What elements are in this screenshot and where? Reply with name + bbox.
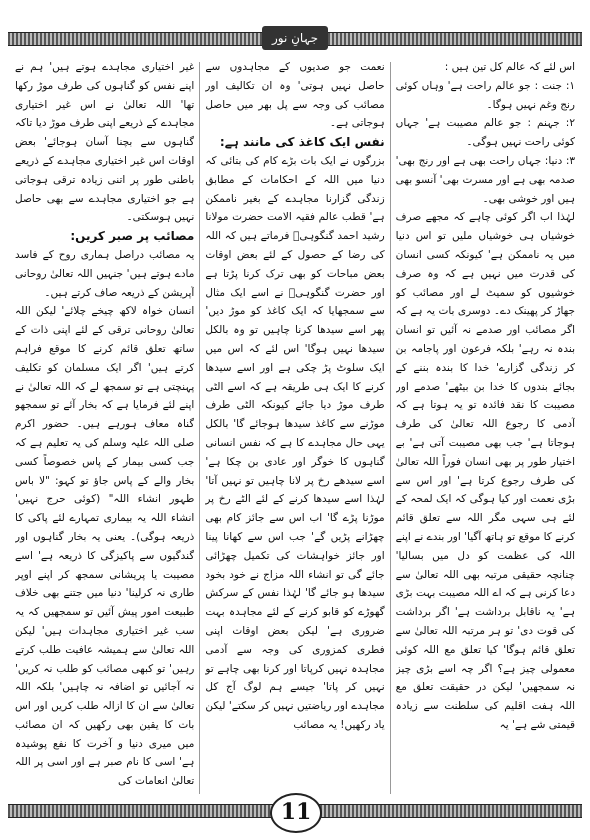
section-heading: مصائب پر صبر کریں: bbox=[70, 229, 195, 244]
section-heading: نفس ایک کاغذ کی مانند ہے: bbox=[219, 135, 385, 150]
paragraph: غیر اختیاری مجاہدے ہوتے ہیں' ہم نے اپنے نفس کو گناہوں کی طرف موڑ رکھا تھا' اللہ تعالیٰ نے اس غیر اختیاری مجاہدے کے ذریعے اپنی طرف موڑ دیا تاکہ گناہوں سے بچنا آسان ہوجائے' بعض اوقات اس غیر اختیاری مجاہدے کے ذریعے باطنی طور پر اتنی زیادہ ترقی ہوجاتی ہے جو اختیاری مجاہدے سے بھی حاصل نہیں ہوسکتی۔ bbox=[15, 61, 195, 224]
article-page bbox=[10, 58, 580, 798]
paragraph: ۲: جہنم : جو عالم مصیبت ہے' جہاں کوئی راحت نہیں ہوگی۔ bbox=[395, 117, 575, 149]
article-column-middle bbox=[205, 58, 384, 798]
paragraph: ۱: جنت : جو عالم راحت ہے' وہاں کوئی رنج وغم نہیں ہوگا۔ bbox=[395, 79, 575, 111]
column-divider bbox=[390, 62, 391, 794]
paragraph: بزرگوں نے ایک بات بڑے کام کی بتائی کہ دنیا میں اللہ کے احکامات کے مطابق زندگی گزارنا مجاہدے کے بغیر ناممکن ہے' قطب عالم فقیہ الامت حضرت مولانا رشید احمد گنگوہیؒ فرماتے ہیں کہ اللہ کی رضا کے حصول کے لئے بعض اوقات بعض مباحات کو بھی ترک کرنا پڑتا ہے اور حضرت گنگوہیؒ نے اسے ایک مثال سے سمجھایا کہ ایک کاغذ کو موڑ دیں' پھر اسے سیدھا کرنا چاہیں تو وہ بالکل سیدھا نہیں ہوگا' اس لئے کہ اس میں ایک سلوٹ پڑ چکی ہے اور اسے سیدھا کرنے کا ایک ہی طریقہ ہے کہ اسے الٹی طرف موڑ دیا جائے کیونکہ الٹی طرف موڑنے سے کاغذ سیدھا ہوجائے گا' بالکل یہی حال مجاہدے کا ہے کہ نفس انسانی گناہوں کا خوگر اور عادی بن چکا ہے' اسے سیدھے رخ پر لانا چاہیں تو نہیں آتا' لہٰذا اسے سیدھا کرنے کے لئے الٹے رخ پر موڑنا پڑے گا' اب اس سے جائز کام بھی چھڑانے پڑیں گے' جب اس سے کھانا پینا اور جائز خواہشات کی تکمیل چھڑائی جائے گی تو انشاء اللہ مزاج نے خود بخود سیدھا ہو جائے گا' لہٰذا نفس کے سرکش گھوڑے کو قابو کرنے کے لئے مجاہدہ بہت ضروری ہے' لیکن بعض اوقات اپنی فطری کمزوری کی وجہ سے آدمی مجاہدہ نہیں کرپاتا اور کرنا بھی چاہے تو نہیں کر پاتا' جیسے ہم لوگ آج کل مجاہدے اور ریاضتیں نہیں کر سکتے' لیکن یاد رکھیں! یہ مصائب bbox=[205, 154, 385, 731]
page-number: 11 bbox=[270, 793, 322, 833]
paragraph: ۳: دنیا: جہاں راحت بھی ہے اور رنج بھی' صدمہ بھی ہے اور مسرت بھی' آنسو بھی ہیں اور خوشی بھی۔ bbox=[395, 154, 575, 205]
magazine-logo: جہانِ نور bbox=[262, 26, 328, 50]
paragraph: نعمت جو صدیوں کے مجاہدوں سے حاصل نہیں ہوتی' وہ ان تکالیف اور مصائب کی وجہ سے پل بھر میں حاصل ہوجاتی ہے۔ bbox=[205, 61, 385, 130]
paragraph: انسان خواہ لاکھ چیخے چلائے' لیکن اللہ تعالیٰ روحانی ترقی کے لئے اپنی ذات کے ساتھ تعلق قائم کرنے کا موقع فراہم کرتے ہیں' اگر ایک مسلمان کو تکلیف پہنچتی ہے تو سمجھ لے کہ اللہ تعالیٰ نے اپنے لئے فرمایا ہے کہ بخار آئے تو سمجھو گناہ معاف ہورہے ہیں۔ حضور اکرم صلی اللہ علیہ وسلم کی یہ تعلیم ہے کہ جب کسی بیمار کے پاس خصوصاً کسی بخار والے کے پاس جاؤ تو کہو: "لا باس طہور انشاء اللہ" (کوئی حرج نہیں' انشاء اللہ یہ بیماری تمہارے لئے پاکی کا ذریعہ ہوگی)۔ یعنی یہ بخار گناہوں اور گندگیوں سے پاکیزگی کا ذریعہ ہے' اسے مصیبت یا پریشانی سمجھ کر اپنے اوپر طاری نہ کرلینا' دنیا میں جتنے بھی خلاف طبیعت امور پیش آئیں تو سمجھیں کہ یہ سب غیر اختیاری مجاہدات ہیں' لیکن اللہ تعالیٰ سے ہمیشہ عافیت طلب کرتے رہیں' تو کبھی مصائب کو طلب نہ کریں' نہ آجائیں تو اضافہ نہ چاہیں' بلکہ اللہ تعالیٰ سے ان کا ازالہ طلب کریں اور اس بات کا یقین بھی رکھیں کہ ان مصائب میں میری دنیا و آخرت کا نفع پوشیدہ ہے' اسی کا نام صبر ہے اور اسی پر اللہ تعالیٰ انعامات کی bbox=[15, 305, 195, 788]
article-column-right bbox=[396, 58, 575, 798]
paragraph: اس لئے کہ عالم کل تین ہیں : bbox=[444, 61, 575, 73]
paragraph: یہ مصائب دراصل ہماری روح کے فاسد مادے ہوتے ہیں' جنہیں اللہ تعالیٰ روحانی آپریشن کے ذریعہ صاف کرتے ہیں۔ bbox=[15, 248, 195, 299]
article-column-left bbox=[15, 58, 194, 798]
paragraph: لہٰذا اب اگر کوئی چاہے کہ مجھے صرف خوشیاں ہی خوشیاں ملیں تو اس دنیا میں یہ ناممکن ہے' کیونکہ کسی انسان کی قدرت میں نہیں ہے کہ وہ صرف خوشیوں کو سمیٹ لے اور مصائب کو جھاڑ کر پھینک دے۔ دوسری بات یہ ہے کہ اگر مصائب اور صدمے نہ آئیں تو انسان بندہ نہ رہے' بلکہ فرعون اور پاجامہ بن کر زندگی گزارے' خدا کا بندہ بننے کے بجائے بندوں کا خدا بن بیٹھے' صدمے اور مصیبت کا نقد فائدہ تو یہ ہوتا ہے کہ آدمی کا رجوع اللہ تعالیٰ کی طرف ہوجاتا ہے' جب بھی مصیبت آتی ہے' بے اختیار طور پر بھی انسان فوراً اللہ تعالیٰ کی طرف رجوع کرتا ہے' اور اس سے بڑی نعمت اور کیا ہوگی کہ ایک لمحہ کے لئے ہی سہی مگر اللہ سے تعلق قائم کرنے کا موقع تو ہاتھ آگیا' اور بندے نے اپنے اللہ کی عظمت کو دل میں بسالیا' چنانچہ حقیقی مرتبہ بھی اللہ تعالیٰ سے دعا کرنی ہے کہ اے اللہ مصیبت بہت بڑی ہے' یہ ناقابل برداشت ہے' اگر برداشت کی قوت دی' تو ہر مرتبہ اللہ تعالیٰ سے تعلق قائم ہوگا' کیا تعلق مع اللہ کوئی معمولی چیز ہے؟ اگر چہ اسے بڑی چیز نہ سمجھیں' لیکن در حقیقت تعلق مع اللہ ہفت اقلیم کی سلطنت سے زیادہ قیمتی شے ہے' یہ bbox=[395, 211, 575, 731]
column-divider bbox=[199, 62, 200, 794]
